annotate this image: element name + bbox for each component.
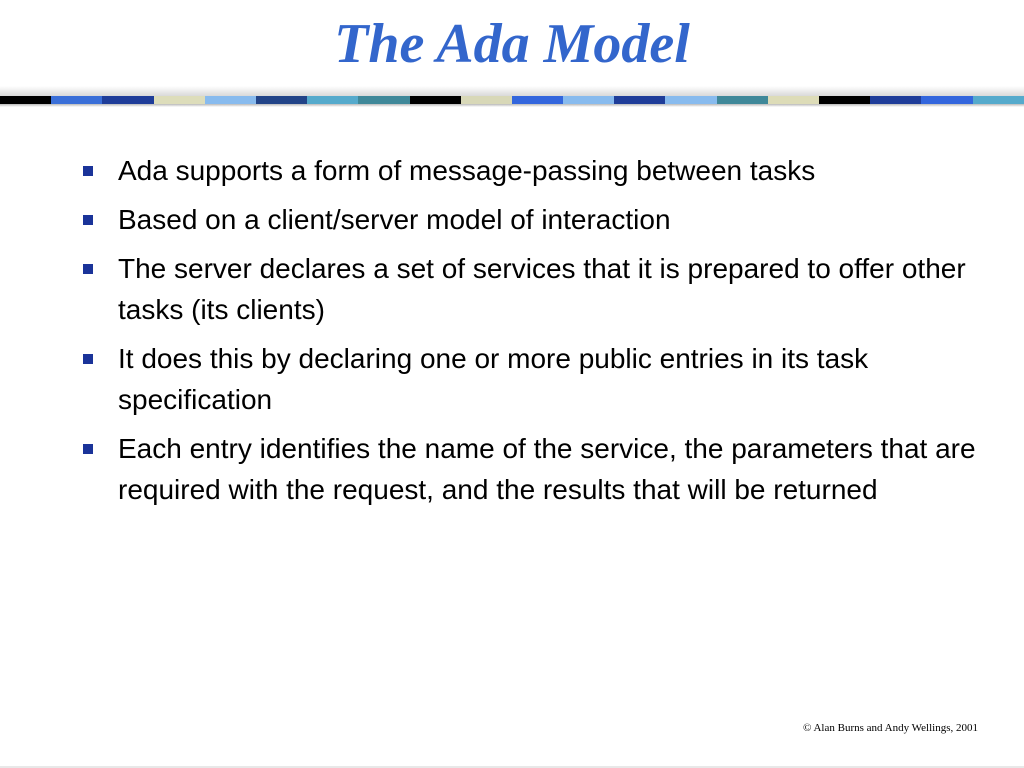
band-segment — [461, 96, 512, 104]
square-bullet-icon — [83, 444, 93, 454]
band-segment — [614, 96, 665, 104]
band-segment — [512, 96, 563, 104]
title-shadow — [0, 86, 1024, 96]
band-segment — [921, 96, 972, 104]
copyright-footer: © Alan Burns and Andy Wellings, 2001 — [802, 722, 978, 734]
band-segment — [819, 96, 870, 104]
band-segment — [358, 96, 409, 104]
decorative-color-band — [0, 96, 1024, 104]
band-segment — [870, 96, 921, 104]
square-bullet-icon — [83, 354, 93, 364]
bullet-item — [0, 199, 1000, 240]
bullet-item — [0, 428, 1000, 510]
band-segment — [717, 96, 768, 104]
band-segment — [0, 96, 51, 104]
bullet-text: Ada supports a form of message-passing between tasks — [118, 155, 816, 186]
band-segment — [307, 96, 358, 104]
band-segment — [563, 96, 614, 104]
square-bullet-icon — [83, 166, 93, 176]
band-segment — [410, 96, 461, 104]
bullet-item — [0, 248, 1000, 330]
bullet-text: Each entry identifies the name of the service, the parameters that are required with the request, and the results that will be returned — [118, 433, 976, 505]
band-segment — [665, 96, 716, 104]
band-segment — [205, 96, 256, 104]
square-bullet-icon — [83, 264, 93, 274]
band-segment — [102, 96, 153, 104]
bullet-item — [0, 338, 1000, 420]
square-bullet-icon — [83, 215, 93, 225]
band-segment — [256, 96, 307, 104]
bullet-text: It does this by declaring one or more public entries in its task specification — [118, 343, 869, 415]
band-shadow — [0, 104, 1024, 107]
bullet-list — [0, 150, 1000, 518]
bullet-text: Based on a client/server model of interaction — [118, 204, 671, 235]
band-segment — [51, 96, 102, 104]
band-segment — [973, 96, 1024, 104]
bullet-item — [0, 150, 1000, 191]
band-segment — [154, 96, 205, 104]
bullet-text: The server declares a set of services that it is prepared to offer other tasks (its clients) — [118, 253, 966, 325]
slide-title: The Ada Model — [334, 13, 690, 75]
band-segment — [768, 96, 819, 104]
